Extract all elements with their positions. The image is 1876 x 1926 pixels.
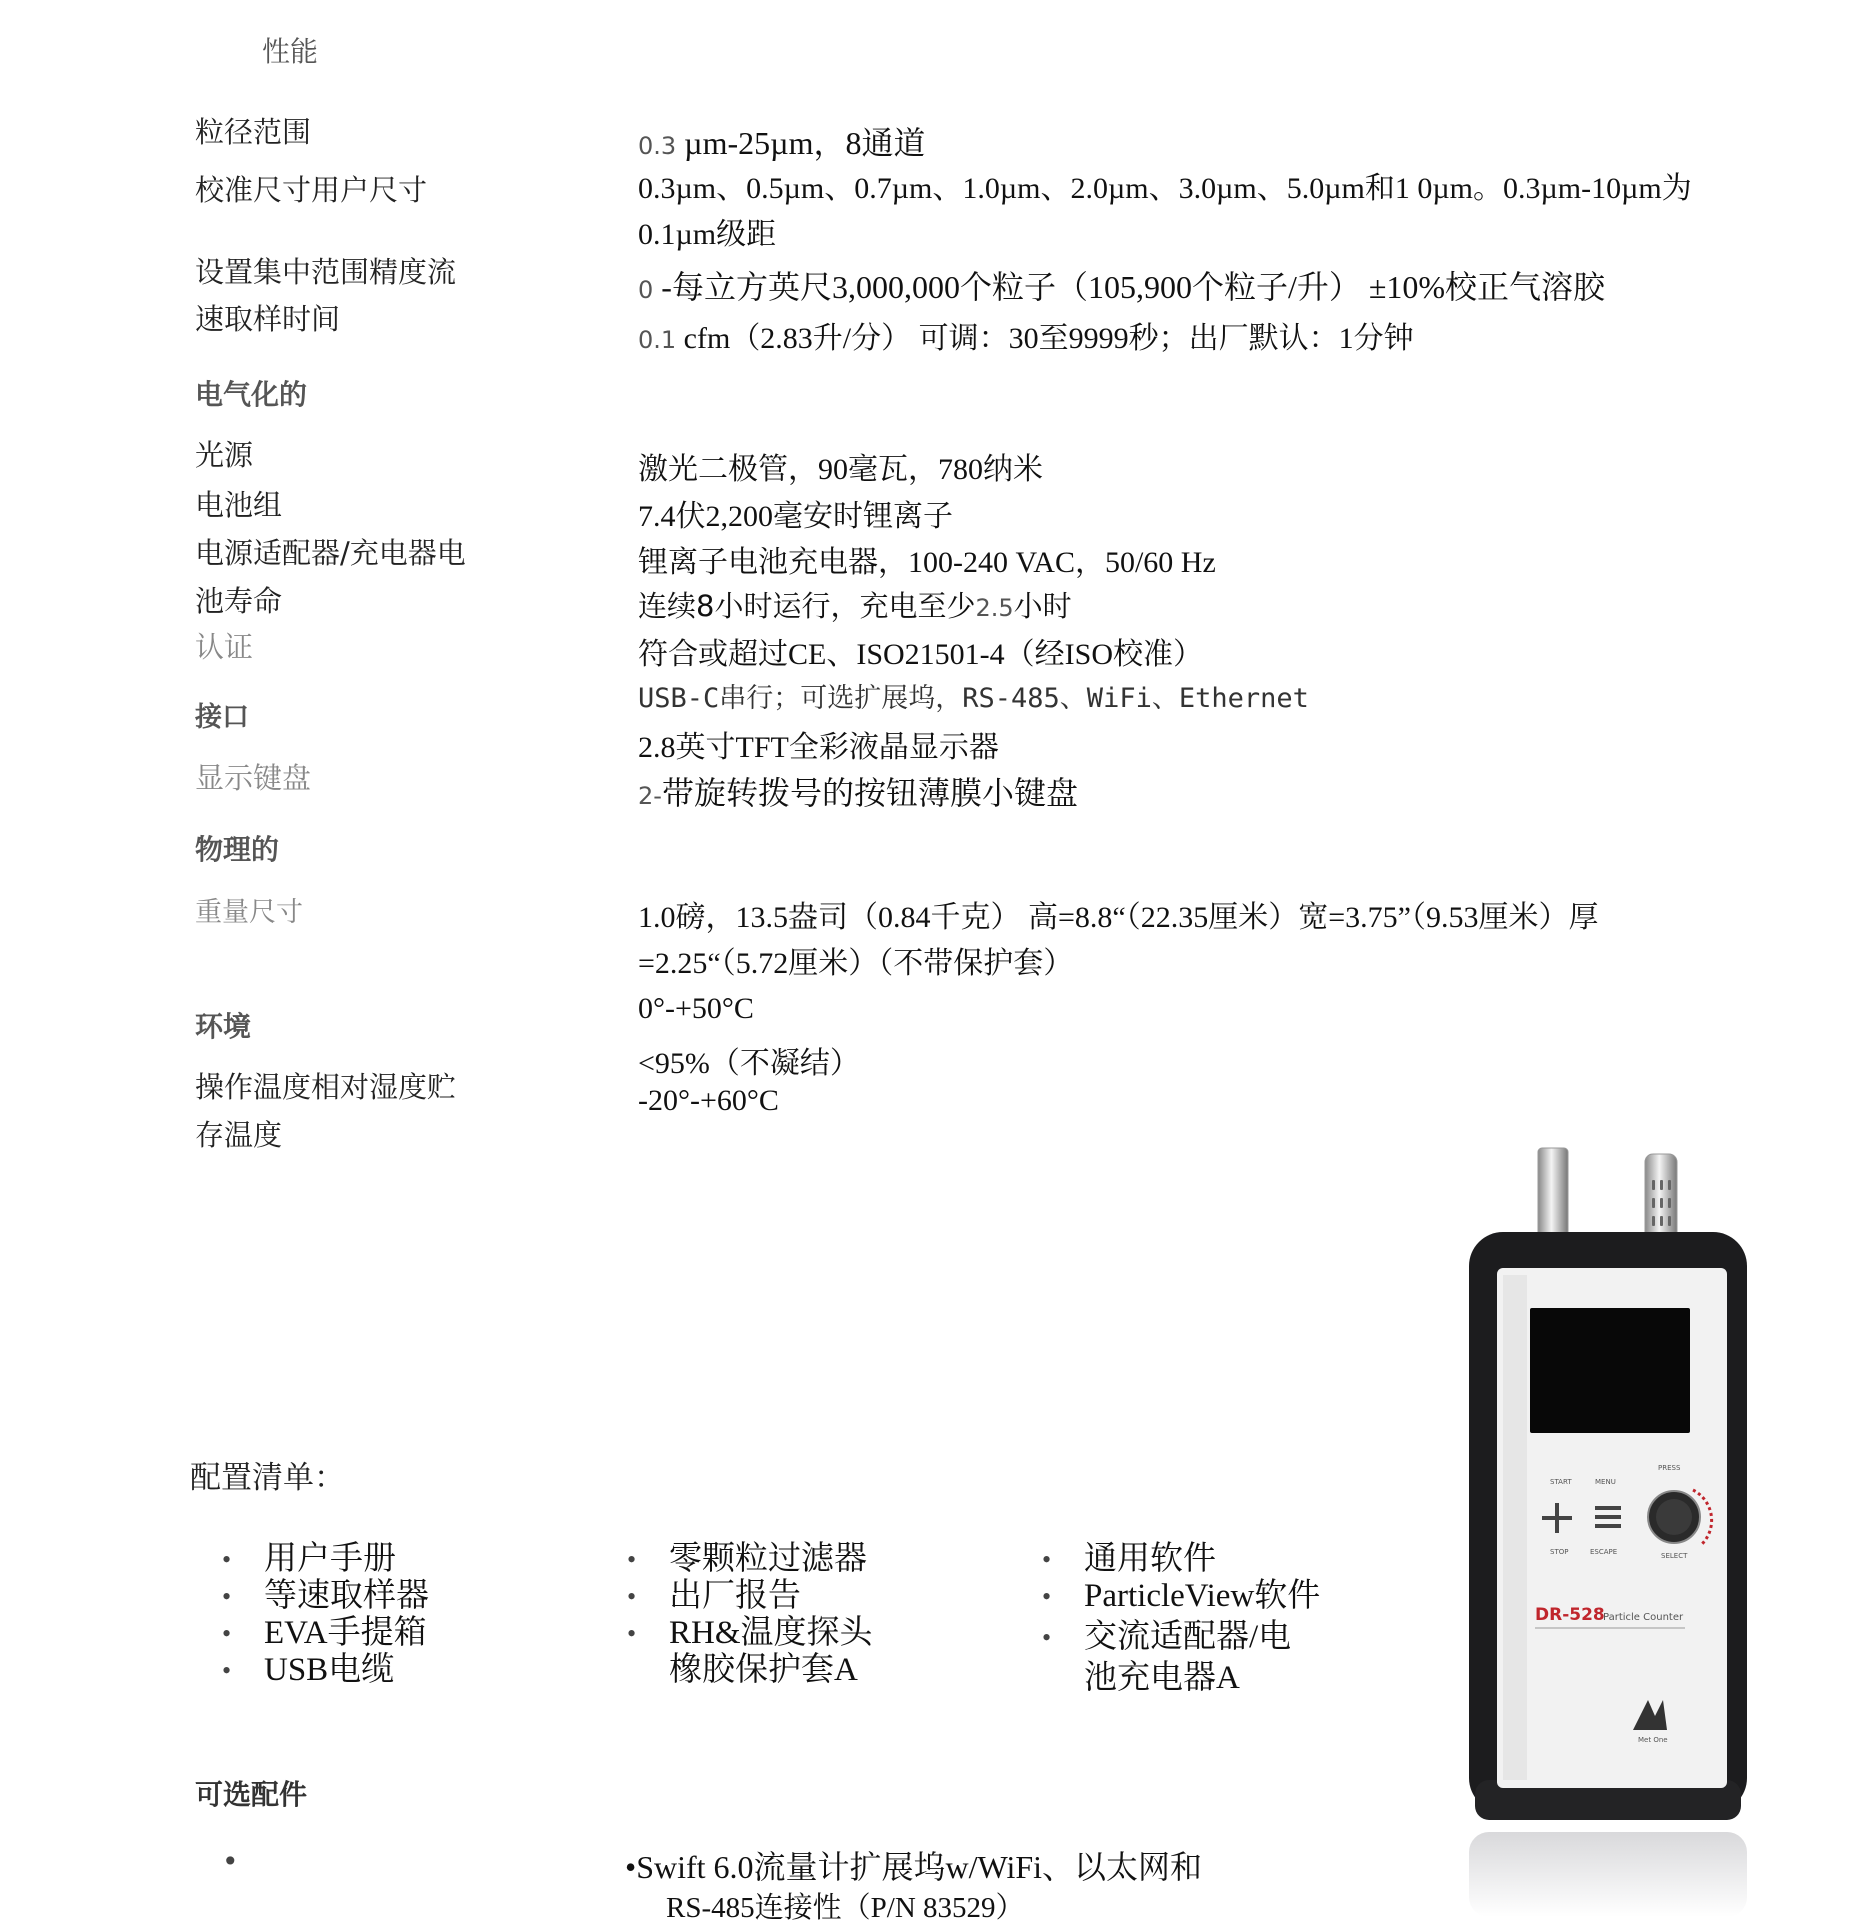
label-conditions-cont: 存温度 bbox=[195, 1118, 283, 1152]
label-battery: 电池组 bbox=[195, 488, 283, 522]
label-light-source: 光源 bbox=[195, 438, 254, 472]
list-item: • 零颗粒过滤器 bbox=[627, 1541, 867, 1577]
value-weight-dims: 1.0磅，13.5盎司（0.84千克） 高=8.8“（22.35厘米）宽=3.75”（9.53厘米）厚=2.25“（5.72厘米）（不带保护套） bbox=[638, 901, 1599, 980]
flow-prefix: 0.1 bbox=[638, 326, 677, 354]
list-item: • 通用软件 bbox=[1042, 1541, 1216, 1577]
stop-label: STOP bbox=[1550, 1548, 1569, 1556]
menu-label: MENU bbox=[1595, 1478, 1616, 1486]
label-certification: 认证 bbox=[195, 630, 254, 664]
battery-life-hours: 2.5 bbox=[975, 594, 1014, 622]
label-weight-dims: 重量尺寸 bbox=[195, 897, 303, 928]
model-label: DR-528 bbox=[1535, 1605, 1605, 1625]
list-item: • 出厂报告 bbox=[627, 1578, 801, 1614]
value-battery-life bbox=[638, 584, 1072, 625]
label-settings: 设置集中范围精度流 bbox=[195, 255, 457, 289]
label-conditions: 操作温度相对湿度贮 bbox=[195, 1070, 457, 1104]
bullet: • bbox=[1042, 1545, 1052, 1574]
optional-heading: 可选配件 bbox=[195, 1778, 308, 1811]
bullet: • bbox=[222, 1619, 232, 1648]
value-size-range bbox=[638, 118, 926, 164]
keypad-text: 带旋转拨号的按钮薄膜小键盘 bbox=[661, 774, 1078, 812]
list-item: • 用户手册 bbox=[222, 1541, 396, 1577]
particle-counter-illustration bbox=[1455, 1140, 1755, 1920]
battery-life-main: 连续8小时运行，充电至少 bbox=[638, 589, 976, 623]
value-humidity: <95%（不凝结） bbox=[638, 1047, 860, 1080]
section-heading-physical: 物理的 bbox=[195, 833, 280, 866]
list-item: • EVA手提箱 bbox=[222, 1615, 427, 1651]
value-flow bbox=[638, 313, 1414, 357]
concentration-prefix: 0 bbox=[638, 276, 654, 304]
label-display-keypad: 显示键盘 bbox=[195, 761, 312, 795]
config-heading: 配置清单： bbox=[190, 1460, 345, 1496]
bullet: • bbox=[222, 1845, 239, 1878]
value-keypad bbox=[638, 768, 1078, 814]
config-list-col2 bbox=[627, 1541, 873, 1689]
start-label: START bbox=[1550, 1478, 1572, 1486]
label-calibration: 校准尺寸用户尺寸 bbox=[195, 173, 428, 207]
value-interface: USB-C串行；可选扩展坞，RS-485、WiFi、Ethernet bbox=[638, 683, 1309, 714]
value-adapter: 锂离子电池充电器，100-240 VAC，50/60 Hz bbox=[638, 546, 1216, 579]
bullet: • bbox=[627, 1582, 637, 1611]
size-range-prefix: 0.3 bbox=[638, 132, 677, 160]
label-battery-life: 池寿命 bbox=[195, 584, 283, 618]
config-list-col3 bbox=[1042, 1541, 1320, 1697]
bullet: • bbox=[222, 1656, 232, 1685]
section-heading-performance: 性能 bbox=[262, 35, 319, 68]
concentration-text: -每立方英尺3,000,000个粒子（105,900个粒子/升） ±10%校正气溶胶 bbox=[653, 269, 1606, 305]
section-heading-environment: 环境 bbox=[195, 1010, 252, 1043]
bullet: • bbox=[222, 1582, 232, 1611]
list-item: 橡胶保护套A bbox=[669, 1652, 858, 1688]
config-list-col1 bbox=[222, 1541, 429, 1689]
battery-life-tail: 小时 bbox=[1013, 589, 1072, 623]
bullet: • bbox=[627, 1545, 637, 1574]
optional-item-line2: RS-485连接性（P/N 83529） bbox=[666, 1892, 1025, 1924]
label-size-range: 粒径范围 bbox=[195, 115, 312, 149]
label-interface: 接口 bbox=[195, 702, 249, 733]
label-settings-cont: 速取样时间 bbox=[195, 302, 341, 336]
bullet: • bbox=[1042, 1582, 1052, 1611]
flow-text: cfm（2.83升/分） 可调：30至9999秒；出厂默认：1分钟 bbox=[676, 322, 1414, 355]
list-item: • ParticleView软件 bbox=[1042, 1578, 1321, 1614]
list-item: • 等速取样器 bbox=[222, 1578, 429, 1614]
list-item: 池充电器A bbox=[1084, 1660, 1240, 1696]
select-label: SELECT bbox=[1661, 1552, 1688, 1560]
model-sub-label: Particle Counter bbox=[1603, 1612, 1684, 1623]
section-heading-electrical: 电气化的 bbox=[195, 378, 308, 411]
particle-counter-image bbox=[1455, 1140, 1755, 1924]
bullet: • bbox=[627, 1619, 637, 1648]
list-item: • RH&温度探头 bbox=[627, 1615, 873, 1651]
optional-item-line1: •Swift 6.0流量计扩展坞w/WiFi、以太网和 bbox=[625, 1849, 1203, 1885]
size-range-text: µm-25µm，8通道 bbox=[676, 125, 926, 161]
keypad-prefix: 2- bbox=[638, 782, 662, 810]
escape-label: ESCAPE bbox=[1590, 1548, 1618, 1556]
value-concentration bbox=[638, 262, 1605, 308]
value-light-source: 激光二极管，90毫瓦，780纳米 bbox=[638, 453, 1043, 486]
bullet: • bbox=[222, 1545, 232, 1574]
brand-label: Met One bbox=[1638, 1736, 1668, 1744]
value-op-temp: 0°-+50°C bbox=[638, 992, 754, 1025]
list-item: • USB电缆 bbox=[222, 1652, 395, 1688]
bullet: • bbox=[1042, 1623, 1052, 1652]
press-label: PRESS bbox=[1658, 1464, 1681, 1472]
value-certification: 符合或超过CE、ISO21501-4（经ISO校准） bbox=[638, 638, 1204, 671]
label-adapter: 电源适配器/充电器电 bbox=[195, 536, 466, 570]
value-storage-temp: -20°-+60°C bbox=[638, 1084, 779, 1117]
value-display: 2.8英寸TFT全彩液晶显示器 bbox=[638, 731, 999, 764]
value-battery: 7.4伏2,200毫安时锂离子 bbox=[638, 500, 953, 533]
value-calibration: 0.3µm、0.5µm、0.7µm、1.0µm、2.0µm、3.0µm、5.0µm和1 0µm。0.3µm-10µm为0.1µm级距 bbox=[638, 172, 1692, 251]
list-item: • 交流适配器/电 bbox=[1042, 1619, 1292, 1655]
